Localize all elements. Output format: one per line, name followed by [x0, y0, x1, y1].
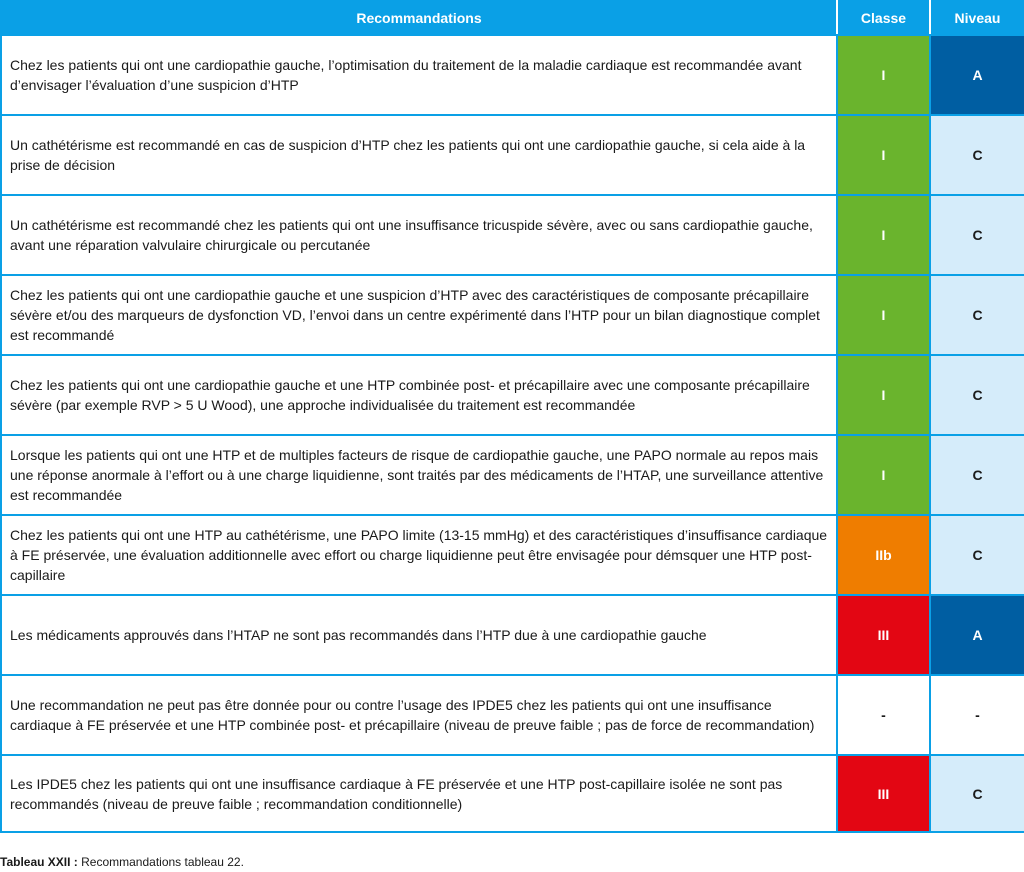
recommendation-text: Les médicaments approuvés dans l’HTAP ne sont pas recommandés dans l’HTP due à une cardiopathie gauche: [1, 595, 837, 675]
recommendation-text: Chez les patients qui ont une cardiopathie gauche, l’optimisation du traitement de la maladie cardiaque est recommandée avant d’envisager l’évaluation d’une suspicion d’HTP: [1, 35, 837, 115]
classe-badge: I: [837, 195, 930, 275]
classe-badge: III: [837, 755, 930, 832]
classe-badge: I: [837, 275, 930, 355]
niveau-badge: C: [930, 115, 1024, 195]
header-recommendations: Recommandations: [1, 1, 837, 35]
niveau-badge: C: [930, 275, 1024, 355]
table-row: [1, 595, 1024, 675]
table-row: [1, 515, 1024, 595]
recommendation-text: Les IPDE5 chez les patients qui ont une insuffisance cardiaque à FE préservée et une HTP post-capillaire isolée ne sont pas recommandés (niveau de preuve faible ; recommandation conditionnelle): [1, 755, 837, 832]
classe-badge: I: [837, 35, 930, 115]
niveau-badge: C: [930, 435, 1024, 515]
table-row: [1, 275, 1024, 355]
table-row: [1, 355, 1024, 435]
niveau-badge: C: [930, 515, 1024, 595]
niveau-badge: A: [930, 595, 1024, 675]
table-row: [1, 35, 1024, 115]
table-row: [1, 675, 1024, 755]
table-header-row: [1, 1, 1024, 35]
recommendation-text: Chez les patients qui ont une cardiopathie gauche et une HTP combinée post- et précapillaire avec une composante précapillaire sévère (par exemple RVP > 5 U Wood), une approche individualisée du traitement est recommandée: [1, 355, 837, 435]
header-classe: Classe: [837, 1, 930, 35]
caption-text: Recommandations tableau 22.: [77, 855, 244, 869]
table-row: [1, 115, 1024, 195]
recommendation-text: Chez les patients qui ont une cardiopathie gauche et une suspicion d’HTP avec des caractéristiques de composante précapillaire sévère et/ou des marqueurs de dysfonction VD, l’envoi dans un centre expérimenté dans l’HTP pour un bilan diagnostique complet est recommandé: [1, 275, 837, 355]
table-row: [1, 435, 1024, 515]
classe-badge: I: [837, 355, 930, 435]
recommendation-text: Un cathétérisme est recommandé chez les patients qui ont une insuffisance tricuspide sévère, avec ou sans cardiopathie gauche, avant une réparation valvulaire chirurgicale ou percutanée: [1, 195, 837, 275]
recommendation-text: Une recommandation ne peut pas être donnée pour ou contre l’usage des IPDE5 chez les patients qui ont une insuffisance cardiaque à FE préservée et une HTP combinée post- et précapillaire (niveau de preuve faible ; pas de force de recommandation): [1, 675, 837, 755]
recommendation-text: Chez les patients qui ont une HTP au cathétérisme, une PAPO limite (13-15 mmHg) et des caractéristiques d’insuffisance cardiaque à FE préservée, une évaluation additionnelle avec effort ou charge liquidienne peut être envisagée pour démsquer une HTP post-capillaire: [1, 515, 837, 595]
niveau-badge: C: [930, 195, 1024, 275]
niveau-badge: C: [930, 355, 1024, 435]
recommendation-text: Lorsque les patients qui ont une HTP et de multiples facteurs de risque de cardiopathie gauche, une PAPO normale au repos mais une réponse anormale à l’effort ou à une charge liquidienne, sont traités par des médicaments de l’HTAP, une surveillance attentive est recommandée: [1, 435, 837, 515]
header-niveau: Niveau: [930, 1, 1024, 35]
table-caption: [0, 855, 244, 869]
niveau-badge: A: [930, 35, 1024, 115]
niveau-badge: -: [930, 675, 1024, 755]
classe-badge: -: [837, 675, 930, 755]
classe-badge: III: [837, 595, 930, 675]
table-row: [1, 755, 1024, 832]
classe-badge: IIb: [837, 515, 930, 595]
classe-badge: I: [837, 435, 930, 515]
table-row: [1, 195, 1024, 275]
classe-badge: I: [837, 115, 930, 195]
caption-label: Tableau XXII :: [0, 855, 78, 869]
recommendation-text: Un cathétérisme est recommandé en cas de suspicion d’HTP chez les patients qui ont une cardiopathie gauche, si cela aide à la prise de décision: [1, 115, 837, 195]
niveau-badge: C: [930, 755, 1024, 832]
